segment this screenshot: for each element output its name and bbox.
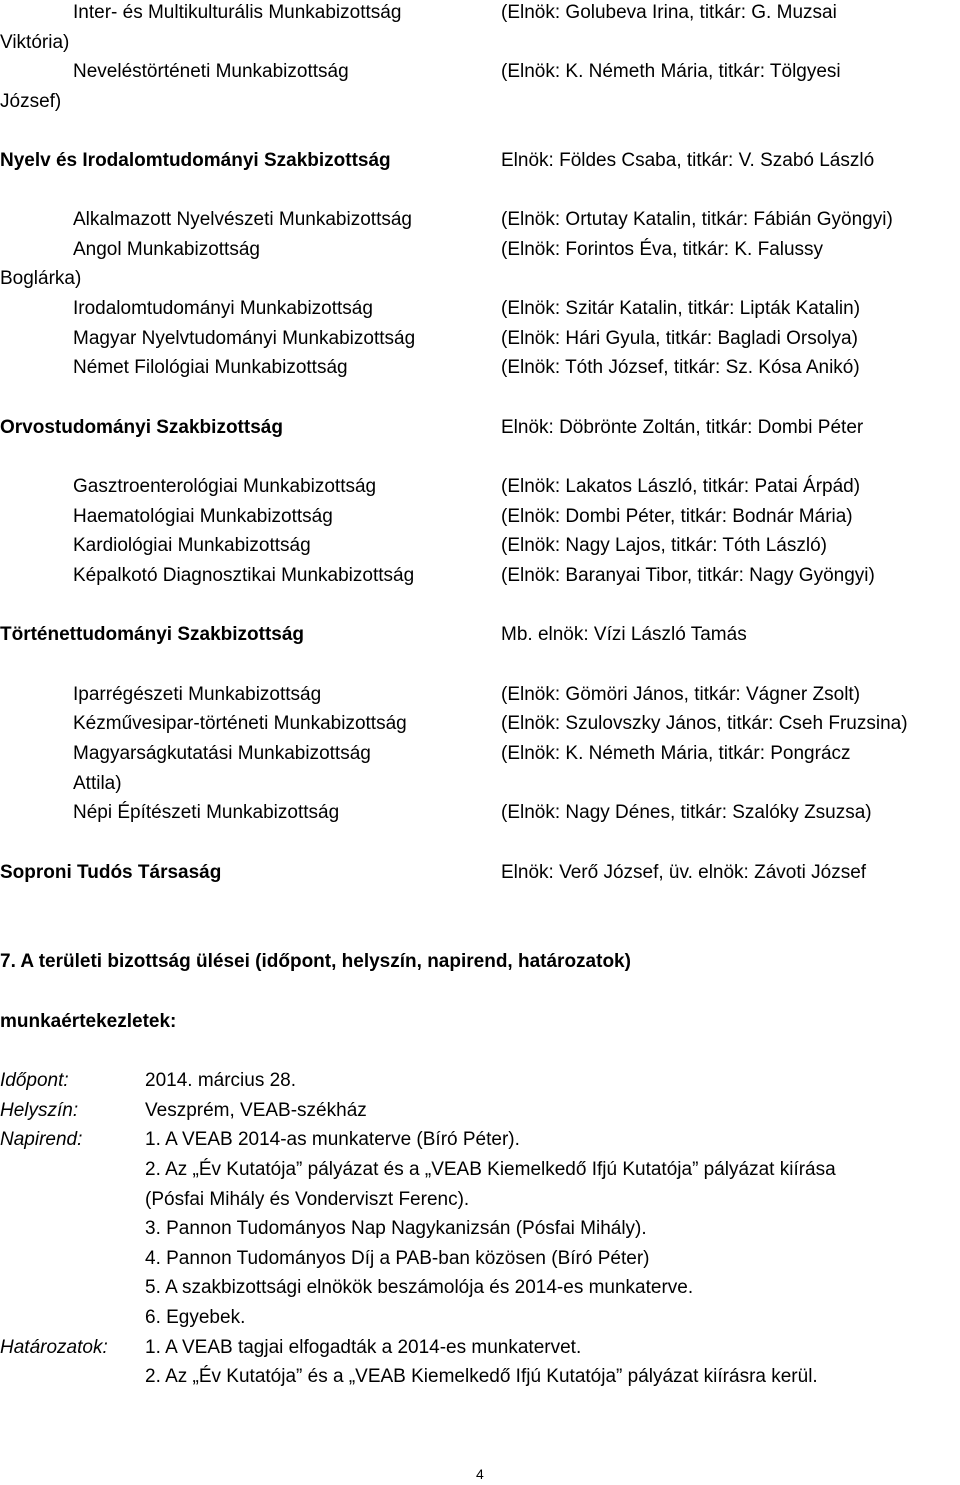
committee-officers: (Elnök: Nagy Dénes, titkár: Szalóky Zsuzsa) [501, 802, 872, 823]
agenda-item: 6. Egyebek. [145, 1307, 246, 1328]
committee-name: Képalkotó Diagnosztikai Munkabizottság [73, 565, 415, 586]
committee-name: Irodalomtudományi Munkabizottság [73, 298, 373, 319]
committee-officers: (Elnök: Nagy Lajos, titkár: Tóth László) [501, 535, 827, 556]
decision-item: 1. A VEAB tagjai elfogadták a 2014-es munkatervet. [145, 1337, 582, 1358]
committee-name: Kézművesipar-történeti Munkabizottság [73, 713, 407, 734]
agenda-item: 4. Pannon Tudományos Díj a PAB-ban közösen (Bíró Péter) [145, 1248, 650, 1269]
decision-item: 2. Az „Év Kutatója” és a „VEAB Kiemelkedő Ifjú Kutatója” pályázat kiírásra kerül. [145, 1366, 818, 1387]
committee-name: Kardiológiai Munkabizottság [73, 535, 311, 556]
agenda-item: 5. A szakbizottsági elnökök beszámolója és 2014-es munkaterve. [145, 1277, 694, 1298]
committee-name: Angol Munkabizottság [73, 239, 260, 260]
committee-officers: (Elnök: Dombi Péter, titkár: Bodnár Mária) [501, 506, 853, 527]
committee-officers: Elnök: Földes Csaba, titkár: V. Szabó László [501, 150, 875, 171]
committee-officers: (Elnök: Lakatos László, titkár: Patai Árpád) [501, 476, 861, 497]
meeting-place-label: Helyszín: [0, 1100, 79, 1121]
committee-group-heading: Soproni Tudós Társaság [0, 862, 222, 883]
committee-officers: Elnök: Verő József, üv. elnök: Závoti József [501, 862, 867, 883]
agenda-item: 1. A VEAB 2014-as munkaterve (Bíró Péter). [145, 1129, 520, 1150]
committee-officers: (Elnök: K. Németh Mária, titkár: Tölgyesi [501, 61, 841, 82]
committee-officers: (Elnök: Forintos Éva, titkár: K. Falussy [501, 239, 824, 260]
committee-group-heading: Nyelv és Irodalomtudományi Szakbizottság [0, 150, 391, 171]
committee-name: Gasztroenterológiai Munkabizottság [73, 476, 377, 497]
agenda-item: 2. Az „Év Kutatója” pályázat és a „VEAB Kiemelkedő Ifjú Kutatója” pályázat kiírása [145, 1159, 836, 1180]
committee-name: Iparrégészeti Munkabizottság [73, 684, 322, 705]
agenda-item-continued: (Pósfai Mihály és Vonderviszt Ferenc). [145, 1189, 470, 1210]
committee-name: Népi Építészeti Munkabizottság [73, 802, 340, 823]
meeting-time-value: 2014. március 28. [145, 1070, 297, 1091]
committee-officers: (Elnök: Szulovszky János, titkár: Cseh Fruzsina) [501, 713, 908, 734]
committee-name: Neveléstörténeti Munkabizottság [73, 61, 349, 82]
committee-name: Alkalmazott Nyelvészeti Munkabizottság [73, 209, 412, 230]
committee-name: Magyar Nyelvtudományi Munkabizottság [73, 328, 416, 349]
committee-officers: (Elnök: Gömöri János, titkár: Vágner Zsolt) [501, 684, 861, 705]
page-number: 4 [476, 1466, 484, 1482]
meeting-agenda-label: Napirend: [0, 1129, 83, 1150]
committee-officers: (Elnök: Golubeva Irina, titkár: G. Muzsai [501, 2, 837, 23]
section-subheading: munkaértekezletek: [0, 1011, 177, 1032]
committee-officers: (Elnök: Baranyai Tibor, titkár: Nagy Gyöngyi) [501, 565, 875, 586]
agenda-item: 3. Pannon Tudományos Nap Nagykanizsán (Pósfai Mihály). [145, 1218, 647, 1239]
committee-officers: (Elnök: Szitár Katalin, titkár: Lipták Katalin) [501, 298, 861, 319]
committee-name: Haematológiai Munkabizottság [73, 506, 333, 527]
committee-name-continued: Boglárka) [0, 268, 82, 289]
meeting-place-value: Veszprém, VEAB-székház [145, 1100, 367, 1121]
meeting-decisions-label: Határozatok: [0, 1337, 108, 1358]
committee-officers: (Elnök: Tóth József, titkár: Sz. Kósa Anikó) [501, 357, 860, 378]
committee-officers: Mb. elnök: Vízi László Tamás [501, 624, 747, 645]
committee-name-continued: József) [0, 91, 62, 112]
committee-officers: (Elnök: Hári Gyula, titkár: Bagladi Orsolya) [501, 328, 858, 349]
committee-name: Német Filológiai Munkabizottság [73, 357, 348, 378]
committee-officers: Elnök: Döbrönte Zoltán, titkár: Dombi Péter [501, 417, 864, 438]
committee-name-continued: Attila) [73, 773, 122, 794]
section-heading: 7. A területi bizottság ülései (időpont, helyszín, napirend, határozatok) [0, 951, 631, 972]
meeting-time-label: Időpont: [0, 1070, 69, 1091]
committee-name: Inter- és Multikulturális Munkabizottság [73, 2, 402, 23]
committee-name: Magyarságkutatási Munkabizottság [73, 743, 371, 764]
committee-group-heading: Orvostudományi Szakbizottság [0, 417, 283, 438]
committee-officers: (Elnök: K. Németh Mária, titkár: Pongrácz [501, 743, 851, 764]
committee-officers: (Elnök: Ortutay Katalin, titkár: Fábián Gyöngyi) [501, 209, 893, 230]
committee-group-heading: Történettudományi Szakbizottság [0, 624, 305, 645]
committee-name-continued: Viktória) [0, 32, 70, 53]
